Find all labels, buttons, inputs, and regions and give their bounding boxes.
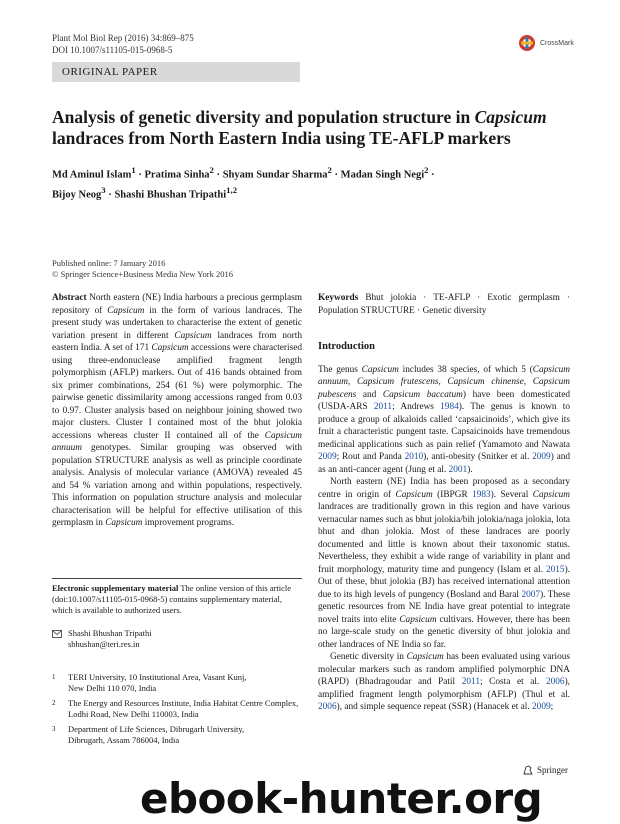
abstract-italic: Capsicum xyxy=(107,305,145,316)
citation-link[interactable]: 2009 xyxy=(318,452,337,462)
publication-info xyxy=(52,258,233,280)
author-name[interactable]: Pratima Sinha xyxy=(144,169,210,181)
keywords-label: Keywords xyxy=(318,293,359,303)
author-affiliation-mark: 1,2 xyxy=(226,184,238,195)
abstract-label: Abstract xyxy=(52,293,87,303)
affiliation-line: Lodhi Road, New Delhi 110003, India xyxy=(68,709,199,719)
citation-link[interactable]: 2006 xyxy=(545,677,565,687)
affiliation xyxy=(52,698,302,720)
journal-citation xyxy=(52,32,194,56)
author-affiliation-mark: 2 xyxy=(209,165,214,175)
affiliation-line: The Energy and Resources Institute, India Habitat Centre Complex, xyxy=(68,698,299,708)
citation-link[interactable]: 2011 xyxy=(461,677,480,687)
affiliation-line: TERI University, 10 Institutional Area, Vasant Kunj, xyxy=(68,672,247,682)
citation-link[interactable]: 2009 xyxy=(532,452,551,462)
author-name[interactable]: Md Aminul Islam xyxy=(52,169,132,181)
affiliation xyxy=(52,724,302,746)
affiliation-number: 3 xyxy=(52,725,56,733)
publisher-name: Springer xyxy=(537,765,568,775)
abstract-italic: Capsicum xyxy=(151,343,189,353)
title-italic: Capsicum xyxy=(474,107,547,127)
abstract-text: accessions were characterised using three-endonuclease amplified fragment length polymorphism (AFLP) markers. Out of 416 bands obtained from six primer combinations, 254 (61 %) were polymorphic. The pairwise genetic dissimilarity among accessions ranged from 0.03 to 0.97. Cluster analysis based on neighbour joining showed two major clusters. Cluster I contained most of the bhut jolokia accessions whereas cluster II contained all of the xyxy=(52,343,302,441)
affiliation-line: Department of Life Sciences, Dibrugarh University, xyxy=(68,724,245,734)
abstract-italic: Capsicum xyxy=(174,330,212,341)
corresponding-author: Shashi Bhushan Tripathi xyxy=(68,628,152,638)
author-name[interactable]: Shyam Sundar Sharma xyxy=(222,169,328,181)
crossmark-badge[interactable] xyxy=(518,34,574,52)
citation-link[interactable]: 2009 xyxy=(532,702,551,712)
crossmark-icon xyxy=(518,34,536,52)
title-part-1: Analysis of genetic diversity and population structure in xyxy=(52,107,475,127)
published-date: Published online: 7 January 2016 xyxy=(52,258,166,268)
citation-link[interactable]: 2015 xyxy=(545,564,565,575)
abstract-text: genotypes. Similar grouping was observed with population STRUCTURE analysis as well as principle coordinate analysis. Analysis of molecular variance (AMOVA) revealed 45 and 54 % variation among and within populations, respectively. This information on population structure analysis and molecular characterisation will be helpful for effective utilisation of this germplasm in xyxy=(52,443,302,528)
affiliation-line: Dibrugarh, Assam 786004, India xyxy=(68,735,180,745)
intro-paragraph-2: North eastern (NE) India has been proposed as a secondary centre in origin of Capsicum (IBPGR 1983). Several Capsicum landraces are traditionally grown in this region and have various vernacular names such as bhut jolokia/bih jolokia/naga jolokia, lota bhut and dhan jolokia. Most of these landraces are poorly documented and little is known about their taxonomic status. Nevertheless, they exhibit a wide range of variability in plant and fruit morphology, maturity time and pungency (Islam et al. 2015). Out of these, bhut jolokia (BJ) has received international attention due to its high levels of pungency (Bosland and Baral 2007). These genetic resources from NE India have great potential to integrate novel traits into elite Capsicum cultivars. However, there has been no large-scale study on the genetic diversity of bhut jolokia and other landraces of NE India so far. xyxy=(318,477,570,650)
citation-link[interactable]: 2006 xyxy=(318,702,337,712)
keywords-text: Bhut jolokia · TE-AFLP · Exotic germplasm · Population STRUCTURE · Genetic diversity xyxy=(318,293,570,316)
abstract xyxy=(52,292,302,530)
introduction-heading: Introduction xyxy=(318,341,375,352)
abstract-text: in the form of various landraces. The present study was undertaken to characterise the extent of genetic variation present in different xyxy=(52,305,302,341)
intro-paragraph-1: The genus Capsicum includes 38 species, of which 5 (Capsicum annuum, Capsicum frutescens, Capsicum chinense, Capsicum pubescens and Capsicum baccatum) have been domesticated (USDA-ARS 2011; Andrews 1984). The genus is known to produce a group of alkaloids called ‘capsaicinoids’, which give its fruit a characteristic pungent taste. Capsaicinoids have tremendous medicinal applications such as pain relief (Yamamoto and Nawata 2009; Rout and Panda 2010), anti-obesity (Snitker et al. 2009) and as an anti-cancer agent (Jung et al. 2001). xyxy=(318,364,571,475)
correspondence xyxy=(52,628,302,650)
author-separator: · xyxy=(428,169,435,181)
supplementary-note xyxy=(52,583,302,616)
abstract-italic: Capsicum xyxy=(105,518,143,528)
author-name[interactable]: Shashi Bhushan Tripathi xyxy=(114,189,227,200)
author-separator: · xyxy=(213,169,223,181)
supplementary-label: Electronic supplementary material xyxy=(52,583,179,593)
author-separator: · xyxy=(105,189,115,200)
affiliation-number: 1 xyxy=(52,673,56,681)
author-affiliation-mark: 3 xyxy=(101,184,106,195)
citation-link[interactable]: 2007 xyxy=(521,589,541,600)
article-type-banner: ORIGINAL PAPER xyxy=(52,62,300,82)
crossmark-label: CrossMark xyxy=(540,39,574,47)
author-affiliation-mark: 2 xyxy=(424,165,429,175)
abstract-text: landraces from north eastern India. A set of 171 xyxy=(52,330,302,353)
intro-paragraph-3: Genetic diversity in Capsicum has been evaluated using various molecular markers such as random amplified polymorphic DNA (RAPD) (Bhadragoudar and Patil 2011; Costa et al. 2006), amplified fragment length polymorphism (AFLP) (Thul et al. 2006), and simple sequence repeat (SSR) (Hanacek et al. 2009; xyxy=(318,652,570,712)
abstract-text: improvement programs. xyxy=(142,518,235,528)
citation-link[interactable]: 2001 xyxy=(448,464,468,475)
copyright-notice: © Springer Science+Business Media New York 2016 xyxy=(52,269,233,279)
author-affiliation-mark: 1 xyxy=(131,165,136,175)
right-column xyxy=(318,292,570,714)
citation-link[interactable]: 2011 xyxy=(373,402,393,412)
author-affiliation-mark: 2 xyxy=(327,165,332,175)
author-list xyxy=(52,163,572,202)
title-part-2: landraces from North Eastern India using TE-AFLP markers xyxy=(52,128,511,148)
author-name[interactable]: Bijoy Neog xyxy=(52,189,102,200)
footnote-divider xyxy=(52,578,302,579)
article-title xyxy=(52,107,572,149)
affiliation xyxy=(52,672,302,694)
envelope-icon xyxy=(52,630,62,638)
supplementary-text[interactable]: The online version of this article (doi:10.1007/s11105-015-0968-5) contains supplementary material, which is available to authorized users. xyxy=(52,583,292,615)
doi: DOI 10.1007/s11105-015-0968-5 xyxy=(52,45,173,55)
affiliation-number: 2 xyxy=(52,699,56,707)
abstract-italic: Capsicum annuum xyxy=(52,430,302,453)
citation-link[interactable]: 1984 xyxy=(440,402,459,412)
author-separator: · xyxy=(135,169,145,181)
citation-link[interactable]: 1983 xyxy=(472,489,491,500)
author-name[interactable]: Madan Singh Negi xyxy=(340,169,425,181)
watermark: ebook-hunter.org xyxy=(140,774,543,823)
keywords xyxy=(318,292,570,317)
corresponding-email[interactable]: sbhushan@teri.res.in xyxy=(68,639,140,649)
journal-volume: Plant Mol Biol Rep (2016) 34:869–875 xyxy=(52,33,194,43)
author-separator: · xyxy=(331,169,341,181)
abstract-text: North eastern (NE) India harbours a precious germplasm repository of xyxy=(52,293,302,316)
citation-link[interactable]: 2010 xyxy=(404,452,424,462)
affiliation-line: New Delhi 110 070, India xyxy=(68,683,157,693)
